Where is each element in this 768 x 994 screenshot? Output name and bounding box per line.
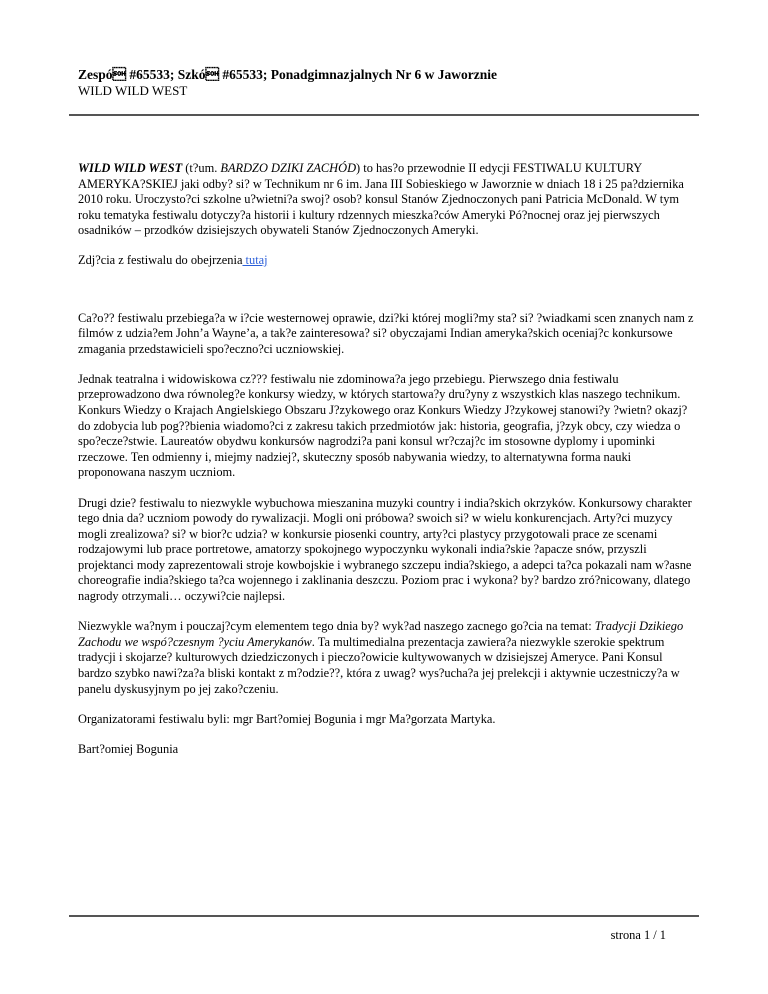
page-number: strona 1 / 1 bbox=[610, 928, 666, 942]
lecture-title: Tradycji Dzikiego Zachodu we wspó?czesnym ?yciu Amerykanów bbox=[78, 619, 684, 649]
footer-divider bbox=[69, 915, 699, 917]
paragraph-organizers: Organizatorami festiwalu byli: mgr Bart?omiej Bogunia i mgr Ma?gorzata Martyka. bbox=[78, 711, 496, 726]
photos-paragraph: Zdj?cia z festiwalu do obejrzenia tutaj bbox=[78, 253, 268, 268]
paragraph-lecture: Niezwykle wa?nym i pouczaj?cym elementem tego dnia by? wyk?ad naszego zacnego go?cia na temat: Tradycji Dzikiego Zachodu we wspó?czesnym ?yciu Amerykanów. Ta multimedialna prezentacja zawiera?a niezwykle szerokie spektrum tradycji i skojarze? kulturowych dziedziczonych i pieczo?owicie kultywowanych w dzisiejszej Ameryce. Pani Konsul bardzo szybko nawi?za?a bliski kontakt z m?odzie??, która z uwag? wys?ucha?a jej prelekcji i aktywnie uczestniczy?a w panelu dyskusyjnym po jej zako?czeniu. bbox=[78, 619, 684, 696]
intro-paragraph: WILD WILD WEST (t?um. BARDZO DZIKI ZACHÓD) to has?o przewodnie II edycji FESTIWALU KULTURY AMERYKA?SKIEJ jaki odby? si? w Technikum nr 6 im. Jana III Sobieskiego w Jaworznie w dniach 18 i 25 pa?dziernika 2010 roku. Uroczysto?ci szkolne u?wietni?a swoj? osob? konsul Stanów Zjednoczonych pani Patricia McDonald. W tym roku tematyka festiwalu dotyczy?a historii i kultury rdzennych mieszka?ców Ameryki Pó?nocnej oraz jej pierwszych osadników – przodków dzisiejszych obywateli Stanów Zjednoczonych Ameryki. bbox=[78, 161, 684, 238]
header-subtitle: WILD WILD WEST bbox=[78, 83, 188, 98]
article-body bbox=[78, 161, 698, 772]
author-signature: Bart?omiej Bogunia bbox=[78, 741, 179, 756]
festival-motto: WILD WILD WEST bbox=[78, 161, 183, 175]
header-divider bbox=[69, 114, 699, 116]
spacer bbox=[78, 284, 698, 311]
paragraph-second-day: Drugi dzie? festiwalu to niezwykle wybuchowa mieszanina muzyki country i india?skich okrzyków. Konkursowy charakter tego dnia da? uczniom powody do rywalizacji. Mogli oni próbowa? swoich si? w wielu konkurencjach. Arty?ci muzycy mogli zrealizowa? si? w bior?c udzia? w konkursie piosenki country, arty?ci plastycy przygotowali prace ze scenami rodzajowymi lub prace portretowe, amatorzy spokojnego wypoczynku wykonali india?skie ?apacze snów, przyszli projektanci mody zaprezentowali stroje kowbojskie i wybranego szczepu india?skiego, a adepci ta?ca pokazali nam w?asne choreografie india?skiego ta?ca wojennego i zaklinania deszczu. Poziom prac i wykona? by? bardzo zró?nicowany, dlatego nagrody otrzymali… oczywi?cie najlepsi. bbox=[78, 495, 692, 604]
paragraph-atmosphere: Ca?o?? festiwalu przebiega?a w i?cie westernowej oprawie, dzi?ki której mogli?my sta? si? ?wiadkami scen znanych nam z filmów z udzia?em John’a Wayne’a, a tak?e zainteresowa? si? obyczajami Indian ameryka?skich oceniaj?c konkursowe zmagania przedstawicieli spo?eczno?ci uczniowskiej. bbox=[78, 310, 694, 356]
document-header bbox=[78, 67, 698, 99]
photos-link[interactable]: tutaj bbox=[242, 253, 268, 268]
motto-translation: BARDZO DZIKI ZACHÓD bbox=[220, 161, 357, 175]
header-title: Zespó #65533; Szkó #65533; Ponadgimnazjalnych Nr 6 w Jaworznie bbox=[78, 67, 498, 82]
paragraph-knowledge-contests: Jednak teatralna i widowiskowa cz??? festiwalu nie zdominowa?a jego przebiegu. Pierwszego dnia festiwalu przeprowadzono dwa równoleg?e konkursy wiedzy, w których startowa?y dru?yny z wszystkich klas naszego technikum. Konkurs Wiedzy o Krajach Angielskiego Obszaru J?zykowego oraz Konkurs Wiedzy J?zykowej stanowi?y ?wietn? okazj? do zdobycia lub pog??bienia wiadomo?ci z zakresu takich przedmiotów jak: historia, geografia, j?zyk obcy, czy wiedza o spo?ecze?stwie. Laureatów obydwu konkursów nagrodzi?a pani konsul wr?czaj?c im stosowne dyplomy i upominki rzeczowe. Ten odmienny i, miejmy nadziej?, skuteczny sposób nabywania wiedzy, to alternatywna forma nauki proponowana naszym uczniom. bbox=[78, 371, 688, 480]
